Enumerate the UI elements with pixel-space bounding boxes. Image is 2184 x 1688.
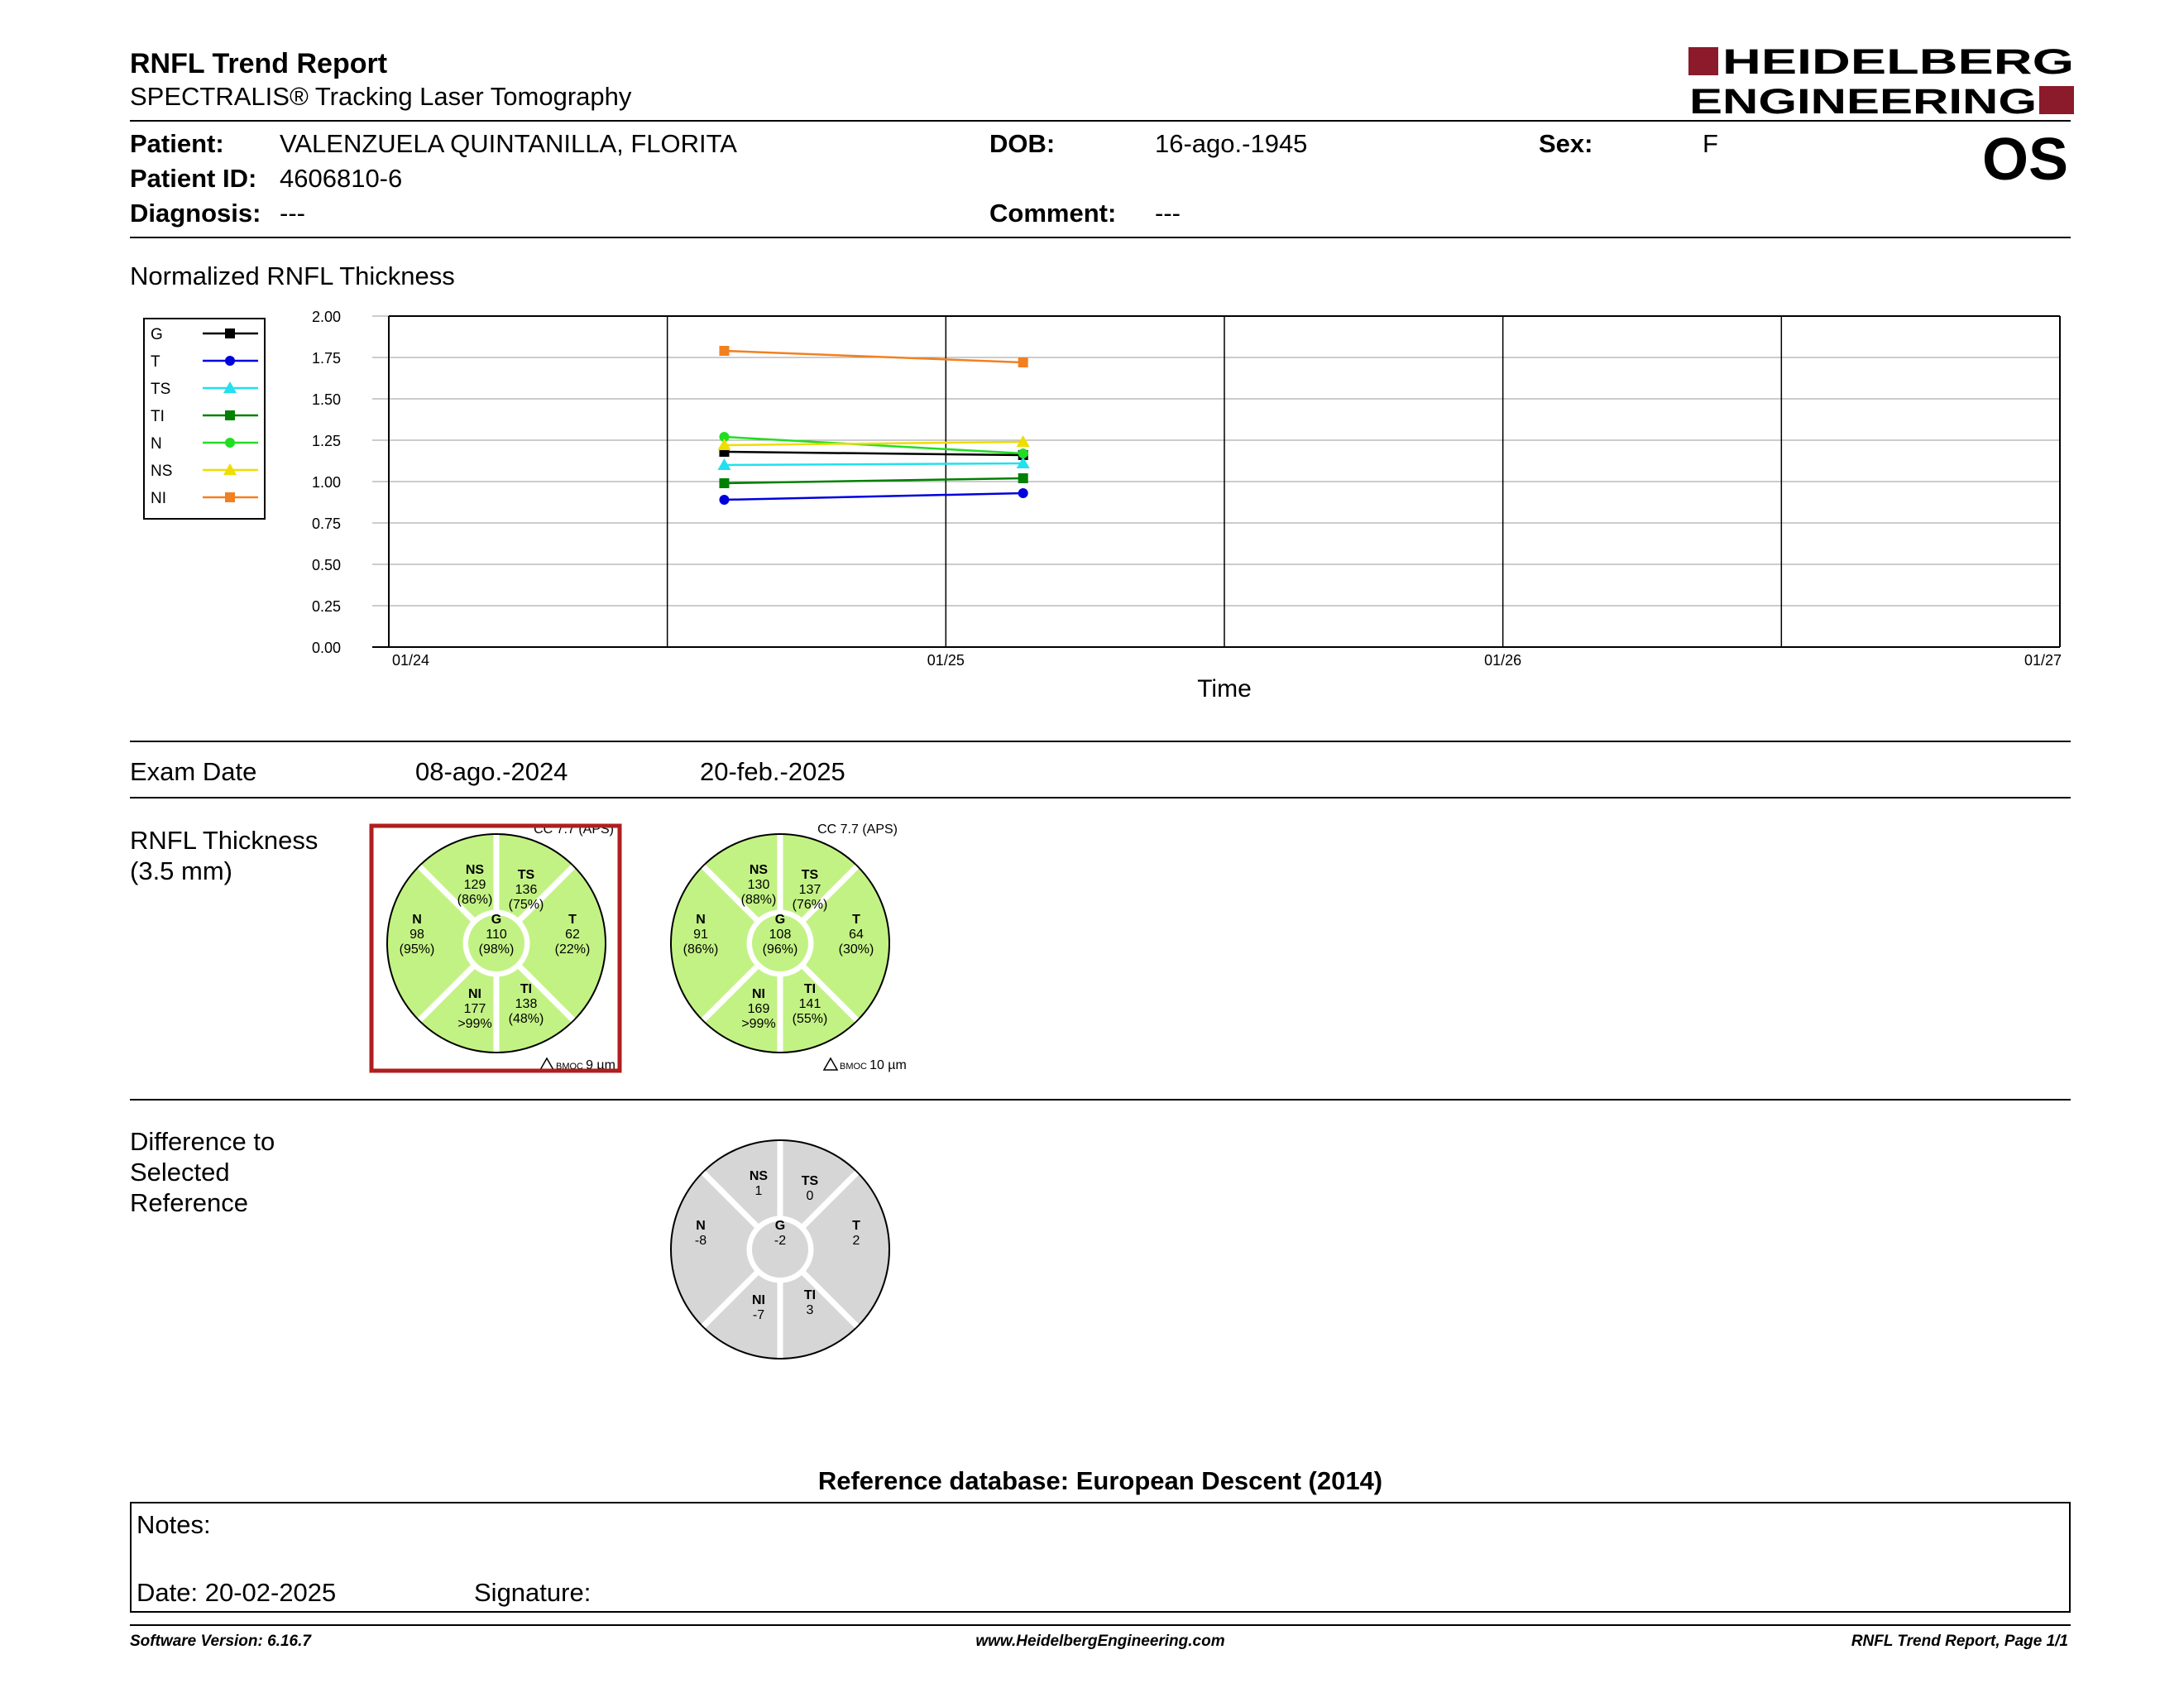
sector-name: TI [803, 982, 817, 996]
sector-name: N [412, 913, 422, 927]
series-ni [719, 346, 1027, 367]
chart-title: Normalized RNFL Thickness [130, 261, 455, 290]
sector-name: TS [801, 1174, 819, 1188]
sector-percentile: (76%) [792, 898, 828, 912]
legend-marker [225, 328, 235, 338]
sector-value: -2 [774, 1234, 787, 1248]
bmoc-label: BMOC 10 µm [840, 1058, 907, 1072]
sector-t [852, 1219, 860, 1248]
sector-value: 130 [747, 878, 770, 892]
sector-value: 108 [769, 928, 792, 942]
data-point [1018, 473, 1028, 483]
sector-value: -8 [694, 1234, 707, 1248]
diagnosis-value: --- [280, 199, 305, 228]
series-t [719, 488, 1027, 505]
y-tick-label: 0.00 [311, 640, 341, 656]
logo-square-bottom [2039, 86, 2074, 114]
y-tick-label: 1.75 [311, 350, 341, 367]
sector-value: 0 [806, 1189, 814, 1203]
sex-label: Sex: [1539, 129, 1593, 158]
y-tick-label: 1.25 [311, 433, 341, 449]
y-tick-label: 0.50 [311, 557, 341, 573]
difference-label-line2: Selected [130, 1158, 230, 1187]
rnfl-label-line1: RNFL Thickness [130, 826, 318, 855]
x-axis-label: Time [1197, 675, 1252, 703]
patient-id: 4606810-6 [280, 164, 403, 193]
y-tick-label: 0.75 [311, 516, 341, 532]
y-tick-label: 0.25 [311, 598, 341, 615]
sector-value: 137 [798, 883, 821, 897]
website-link[interactable]: www.HeidelbergEngineering.com [975, 1633, 1225, 1650]
sector-value: 169 [747, 1002, 770, 1016]
delta-icon [824, 1058, 837, 1070]
sector-value: 91 [693, 928, 708, 942]
sector-ni [752, 1293, 765, 1322]
sector-percentile: (55%) [792, 1012, 828, 1026]
chart-grid [372, 316, 2060, 647]
report-subtitle: SPECTRALIS® Tracking Laser Tomography [130, 82, 632, 111]
series-line [724, 478, 1023, 483]
sector-name: N [696, 1219, 706, 1233]
legend-label: TI [151, 408, 165, 425]
sector-value: 141 [798, 997, 821, 1011]
sector-value: 2 [852, 1234, 860, 1248]
series-ts [717, 457, 1029, 470]
exam-date-label: Exam Date [130, 757, 257, 786]
exam-date-1: 08-ago.-2024 [415, 757, 568, 786]
sector-percentile: (95%) [399, 942, 435, 957]
sector-value: 98 [410, 928, 424, 942]
sector-value: 62 [565, 928, 580, 942]
sector-percentile: (98%) [478, 942, 515, 957]
sector-percentile: (22%) [554, 942, 591, 957]
sector-value: 64 [849, 928, 864, 942]
dob-label: DOB: [989, 129, 1056, 158]
sector-name: TS [801, 868, 819, 882]
rnfl-circle-exam-2[interactable] [648, 819, 912, 1076]
sector-g [774, 1219, 786, 1248]
data-point [1018, 488, 1028, 498]
legend-marker [225, 356, 235, 366]
series-line [724, 493, 1023, 500]
series-line [724, 452, 1023, 455]
sector-name: TS [517, 868, 535, 882]
comment-label: Comment: [989, 199, 1117, 228]
notes-box[interactable] [130, 1502, 2071, 1613]
sector-name: NI [752, 987, 765, 1001]
chart-divider [130, 741, 2071, 742]
sector-percentile: (96%) [762, 942, 798, 957]
difference-label-line3: Reference [130, 1188, 249, 1217]
sector-name: NS [465, 863, 485, 877]
cc-label: CC 7.7 (APS) [817, 822, 898, 837]
sector-name: G [491, 913, 502, 927]
report-title: RNFL Trend Report [130, 48, 388, 79]
chart-legend [144, 319, 265, 519]
sector-name: G [774, 913, 786, 927]
bmoc-label: BMOC 9 µm [556, 1058, 615, 1072]
x-tick-label: 01/27 [2024, 652, 2062, 669]
delta-icon [540, 1058, 553, 1070]
logo-line2: ENGINEERING [1689, 82, 2037, 119]
sector-percentile: (30%) [838, 942, 874, 957]
legend-marker [225, 410, 235, 420]
sector-value: 138 [515, 997, 538, 1011]
legend-marker [225, 438, 235, 448]
legend-label: G [151, 326, 163, 343]
sector-percentile: (75%) [508, 898, 544, 912]
sector-percentile: (88%) [740, 893, 777, 907]
sector-value: 3 [806, 1303, 814, 1317]
logo-line1: HEIDELBERG [1722, 43, 2074, 82]
legend-label: T [151, 353, 160, 371]
sex-value: F [1703, 129, 1718, 158]
notes-label: Notes: [136, 1510, 211, 1539]
y-tick-label: 1.00 [311, 474, 341, 491]
notes-date: Date: 20-02-2025 [136, 1578, 337, 1607]
x-tick-label: 01/26 [1484, 652, 1522, 669]
signature-label: Signature: [474, 1578, 592, 1607]
sector-name: T [852, 1219, 860, 1233]
sector-name: G [774, 1219, 786, 1233]
dob-value: 16-ago.-1945 [1155, 129, 1308, 158]
data-point [1018, 448, 1028, 458]
legend-marker [225, 492, 235, 502]
difference-label-line1: Difference to [130, 1127, 275, 1156]
sector-value: 129 [463, 878, 486, 892]
legend-label: N [151, 435, 162, 453]
cc-label: CC 7.7 (APS) [534, 822, 614, 837]
sector-value: 110 [486, 928, 507, 942]
legend-label: NS [151, 463, 173, 480]
exam-divider [130, 797, 2071, 798]
sector-value: 1 [754, 1184, 763, 1198]
data-point [719, 495, 729, 505]
sector-name: NS [749, 863, 769, 877]
sector-percentile: >99% [457, 1017, 492, 1031]
difference-circle [648, 1125, 912, 1382]
patient-divider [130, 237, 2071, 238]
heidelberg-logo [1688, 43, 2078, 119]
sector-percentile: >99% [741, 1017, 776, 1031]
series-line [724, 463, 1023, 465]
sector-name: TI [520, 982, 533, 996]
footer-divider [130, 1624, 2071, 1626]
series-ti [719, 473, 1027, 488]
reference-database: Reference database: European Descent (2014) [817, 1466, 1383, 1495]
sector-percentile: (86%) [682, 942, 719, 957]
exam-date-2: 20-feb.-2025 [700, 757, 845, 786]
patient-name-label: Patient: [130, 129, 224, 158]
sector-name: NI [468, 987, 481, 1001]
sector-value: 177 [463, 1002, 486, 1016]
rnfl-circle-exam-1[interactable] [364, 819, 629, 1076]
sector-name: T [852, 913, 860, 927]
y-tick-label: 2.00 [311, 309, 341, 325]
rnfl-divider [130, 1099, 2071, 1101]
sector-name: NS [749, 1169, 769, 1183]
header-divider [130, 120, 2071, 122]
sector-percentile: (48%) [508, 1012, 544, 1026]
data-point [719, 346, 729, 356]
series-g [719, 447, 1027, 460]
eye-indicator: OS [1981, 127, 2068, 193]
sector-percentile: (86%) [457, 893, 493, 907]
sector-n [695, 1219, 706, 1248]
data-point [719, 478, 729, 488]
sector-name: N [696, 913, 706, 927]
series-line [724, 351, 1023, 362]
sector-name: T [568, 913, 577, 927]
rnfl-label-line2: (3.5 mm) [130, 856, 232, 885]
logo-square-top [1688, 47, 1718, 75]
legend-label: TS [151, 381, 171, 398]
x-tick-label: 01/25 [927, 652, 965, 669]
sector-name: TI [803, 1288, 817, 1302]
comment-value: --- [1155, 199, 1181, 228]
x-tick-label: 01/24 [392, 652, 430, 669]
series-ns [717, 435, 1029, 450]
software-version: Software Version: 6.16.7 [130, 1633, 311, 1650]
data-point [1018, 357, 1028, 367]
patient-name: VALENZUELA QUINTANILLA, FLORITA [280, 129, 737, 158]
sector-value: -7 [752, 1308, 765, 1322]
trend-chart [124, 298, 2085, 712]
y-tick-label: 1.50 [311, 391, 341, 408]
page-number: RNFL Trend Report, Page 1/1 [1851, 1633, 2068, 1650]
legend-label: NI [151, 490, 166, 507]
sector-name: NI [752, 1293, 765, 1307]
patient-id-label: Patient ID: [130, 164, 257, 193]
sector-value: 136 [515, 883, 538, 897]
diagnosis-label: Diagnosis: [130, 199, 261, 228]
